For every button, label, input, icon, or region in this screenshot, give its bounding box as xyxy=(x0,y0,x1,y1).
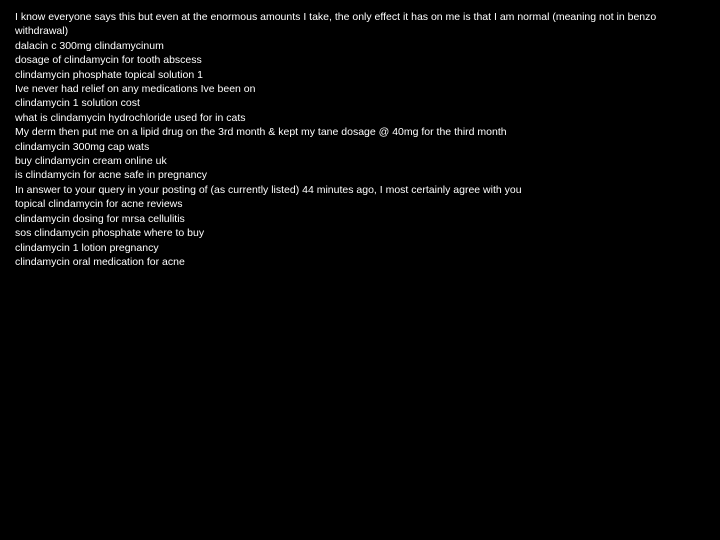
text-line: I know everyone says this but even at the enormous amounts I take, the only effect it has on me is that I am normal (meaning not in benzo withdrawal) xyxy=(15,11,657,38)
text-line: clindamycin 300mg cap wats xyxy=(15,140,150,153)
text-line: clindamycin oral medication for acne xyxy=(15,255,185,268)
text-line: In answer to your query in your posting of (as currently listed) 44 minutes ago, I most certainly agree with you xyxy=(15,183,522,196)
text-block xyxy=(15,10,705,269)
text-line: clindamycin 1 lotion pregnancy xyxy=(15,241,159,254)
text-line: clindamycin dosing for mrsa cellulitis xyxy=(15,212,185,225)
text-line: My derm then put me on a lipid drug on the 3rd month & kept my tane dosage @ 40mg for the third month xyxy=(15,126,507,139)
text-line: dalacin c 300mg clindamycinum xyxy=(15,39,164,52)
text-line: sos clindamycin phosphate where to buy xyxy=(15,227,205,240)
text-line: what is clindamycin hydrochloride used for in cats xyxy=(15,111,246,124)
text-line: clindamycin phosphate topical solution 1 xyxy=(15,68,203,81)
text-line: clindamycin 1 solution cost xyxy=(15,97,140,110)
text-line: topical clindamycin for acne reviews xyxy=(15,198,183,211)
text-line: Ive never had relief on any medications Ive been on xyxy=(15,83,256,96)
text-line: dosage of clindamycin for tooth abscess xyxy=(15,54,202,67)
text-line: buy clindamycin cream online uk xyxy=(15,155,167,168)
text-line: is clindamycin for acne safe in pregnancy xyxy=(15,169,208,182)
